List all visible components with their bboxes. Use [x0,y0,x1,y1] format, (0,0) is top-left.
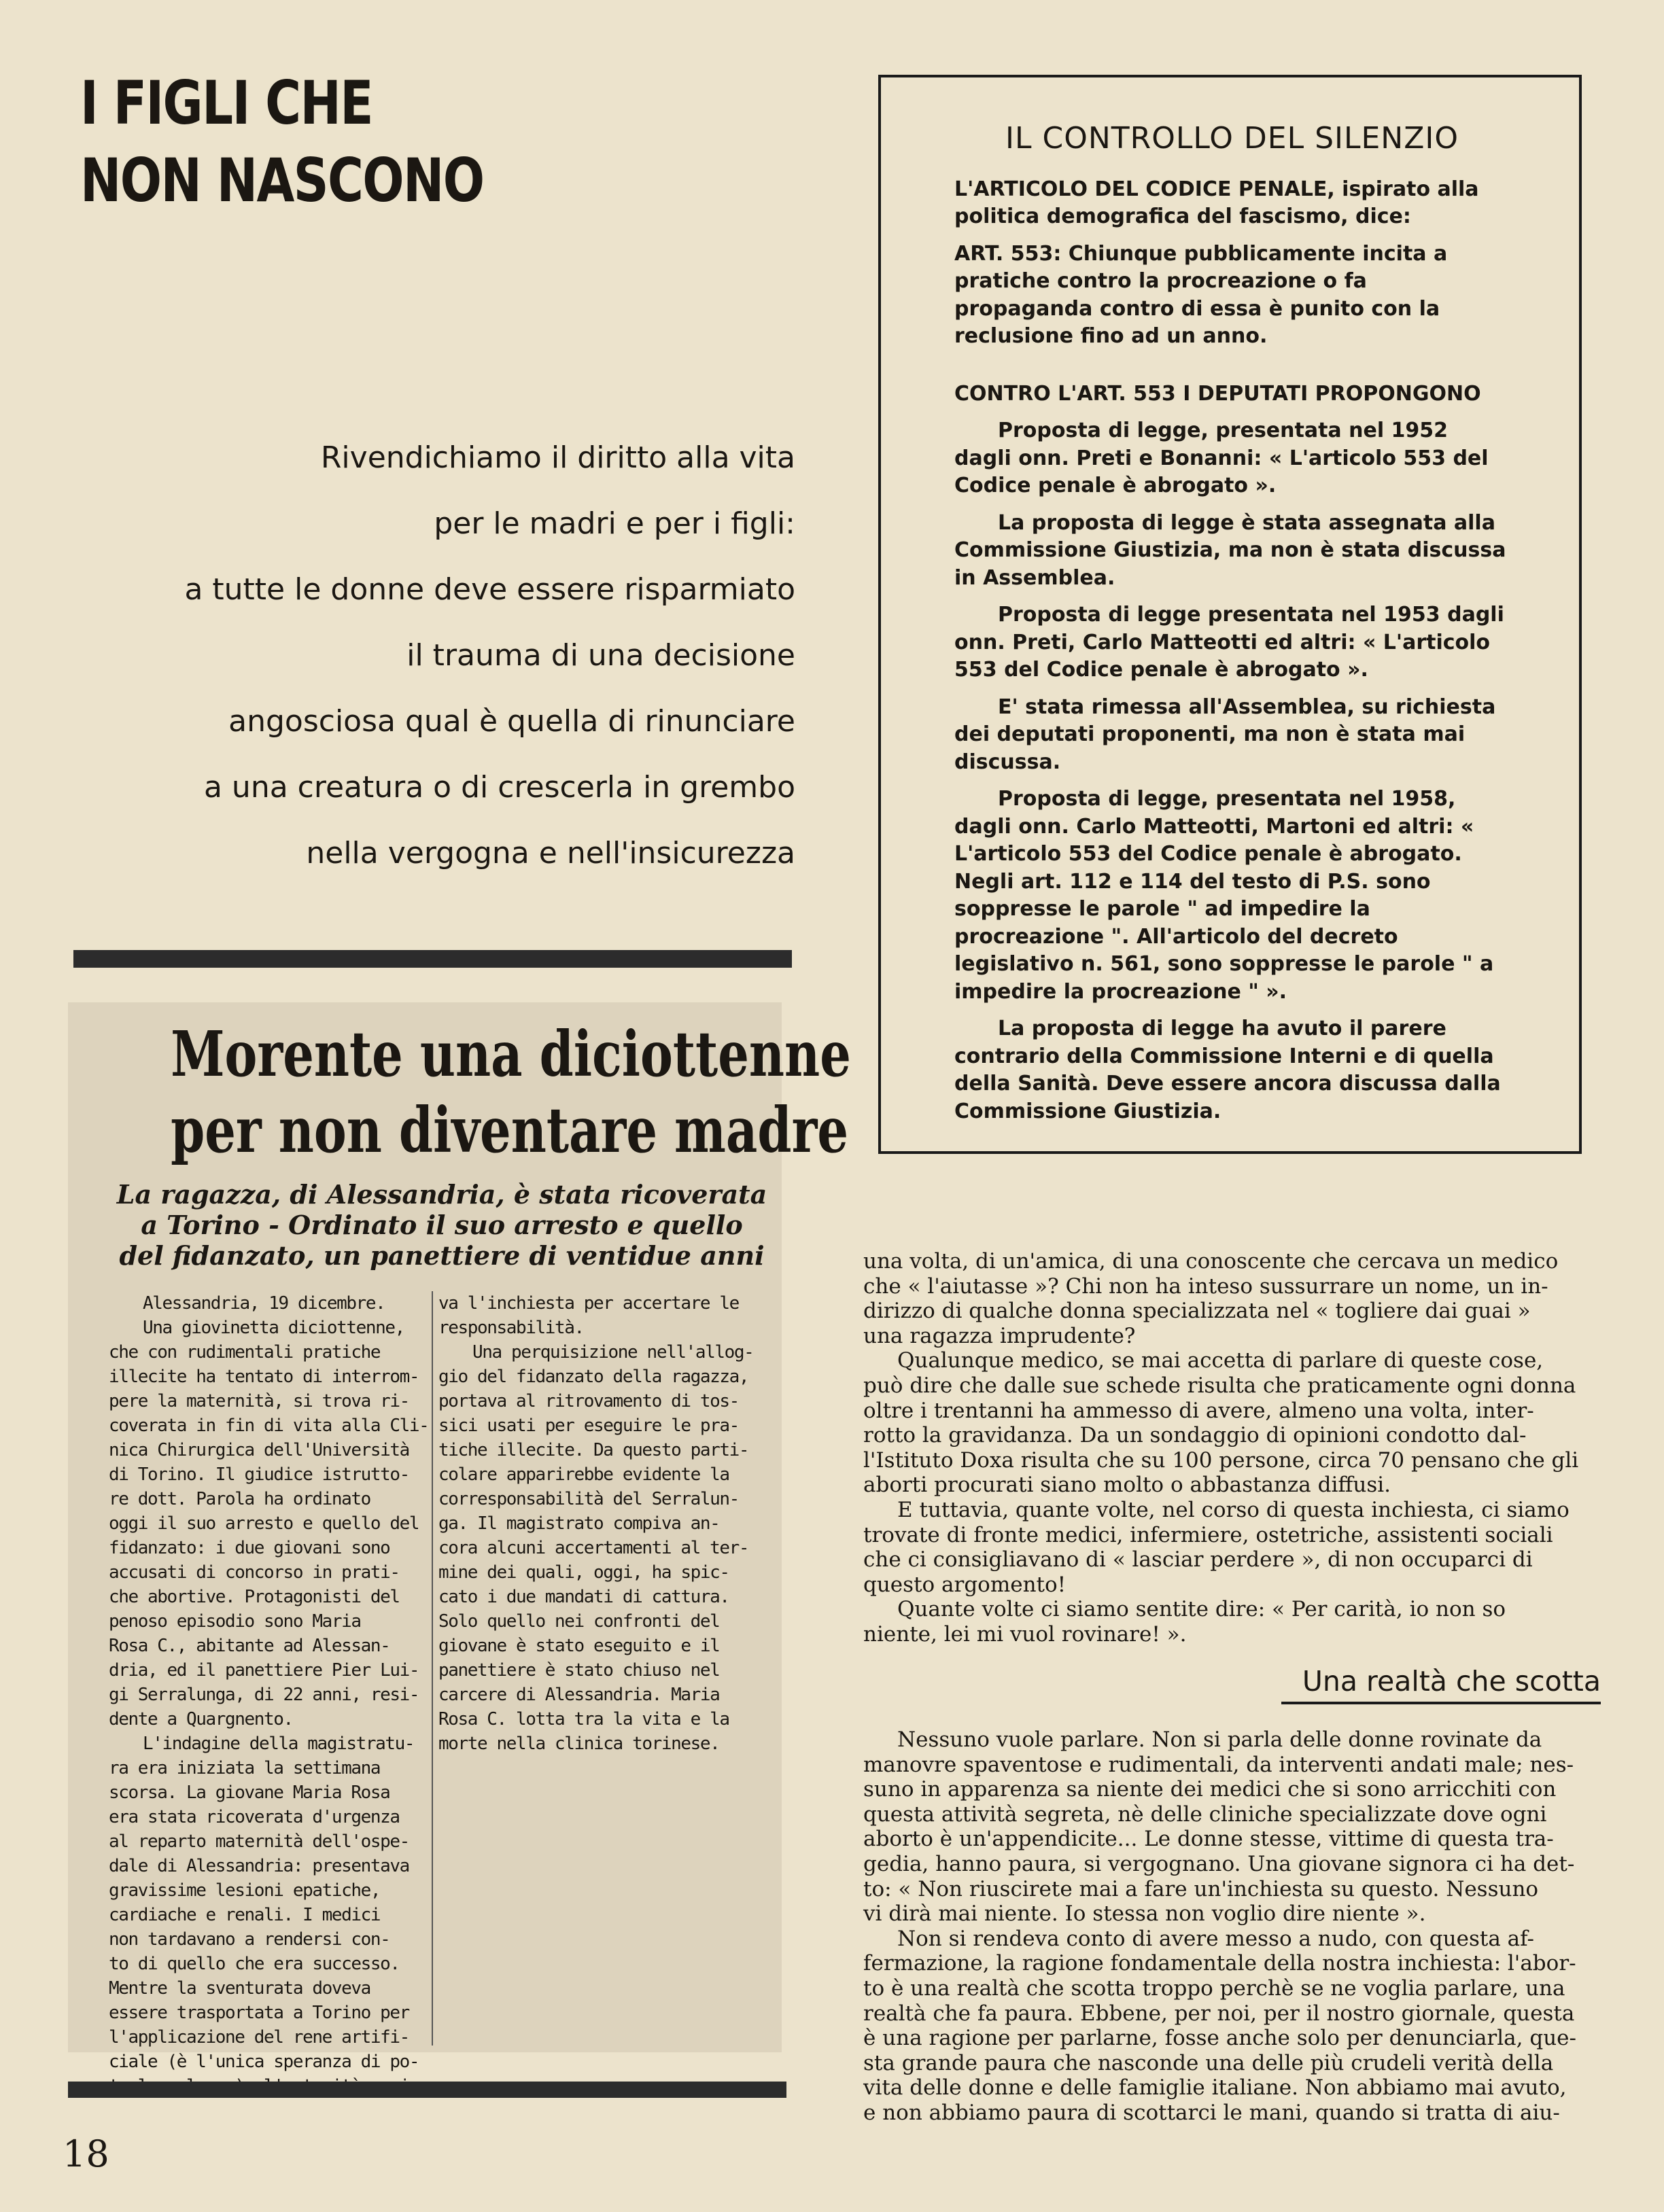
clipping-line: penoso episodio sono Maria [109,1611,361,1632]
quote-line: Rivendichiamo il diritto alla vita [320,440,795,475]
body-line: rotto la gravidanza. Da un sondaggio di opinioni condotto dal- [863,1423,1527,1448]
clipping-line: era stata ricoverata d'urgenza [109,1807,400,1827]
body-line: Non si rendeva conto di avere messo a nudo, con questa af- [897,1926,1534,1951]
clipping-line: essere trasportata a Torino per [109,2003,409,2023]
sidebar-paragraph: E' stata rimessa all'Assemblea, su richiesta dei deputati proponenti, ma non è stata mai discussa. [954,695,1496,774]
body-line: to: « Non riuscirete mai a fare un'inchiesta su questo. Nessuno [863,1876,1539,1901]
sidebar-paragraph: La proposta di legge ha avuto il parere contrario della Commissione Interni e di quella della Sanità. Deve essere ancora discussa dalla Commissione Giustizia. [954,1017,1501,1123]
clipping-line: portava al ritrovamento di tos- [438,1391,739,1411]
body-line: trovate di fronte medici, infermiere, ostetriche, assistenti sociali [863,1522,1553,1547]
title-line-2: NON NASCONO [80,145,484,215]
clipping-line: Alessandria, 19 dicembre. [143,1293,385,1314]
body-line: che ci consigliavano di « lasciar perdere », di non occuparci di [863,1547,1533,1573]
quote-line: a una creatura o di crescerla in grembo [203,770,795,805]
sidebar-title: IL CONTROLLO DEL SILENZIO [1005,121,1459,156]
headline-line-2: per non diventare madre [171,1093,849,1167]
quote-line: a tutte le donne deve essere risparmiato [184,572,795,607]
clipping-line: non tardavano a rendersi con- [109,1929,390,1950]
clipping-subheadline [116,1179,768,1271]
clipping-line: Rosa C. lotta tra la vita e la [438,1709,729,1730]
sidebar-box [878,75,1582,1154]
page-number: 18 [63,2132,109,2175]
clipping-line: che abortive. Protagonisti del [109,1587,400,1607]
clipping-line: corresponsabilità del Serralun- [438,1489,739,1509]
subheadline-line: La ragazza, di Alessandria, è stata ricoverata [116,1179,767,1210]
body-line: una ragazza imprudente? [863,1323,1136,1348]
sidebar-paragraph: Proposta di legge, presentata nel 1952 dagli onn. Preti e Bonanni: « L'articolo 553 del Codice penale è abrogato ». [954,419,1489,497]
clipping-line: va l'inchiesta per accertare le [438,1293,739,1314]
clipping-line: l'applicazione del rene artifi- [109,2027,409,2048]
body-line: vi dirà mai niente. Io stessa non voglio dire niente ». [863,1901,1426,1927]
body-line: to è una realtà che scotta troppo perchè se ne voglia parlare, una [863,1976,1565,2001]
body-line: gedia, hanno paura, si vergognano. Una giovane signora ci ha det- [863,1851,1575,1876]
body-line: fermazione, la ragione fondamentale della nostra inchiesta: l'abor- [863,1951,1576,1976]
clipping-line: dria, ed il panettiere Pier Lui- [109,1660,419,1681]
clipping-line: nica Chirurgica dell'Università [109,1440,409,1460]
section-heading: Una realtà che scotta [1281,1665,1601,1704]
body-line: e non abbiamo paura di scottarci le mani, quando si tratta di aiu- [863,2100,1560,2125]
clipping-line: tiche illecite. Da questo parti- [438,1440,749,1460]
quote-line: nella vergogna e nell'insicurezza [306,836,795,871]
clipping-line: cato i due mandati di cattura. [438,1587,729,1607]
subheadline-line: a Torino - Ordinato il suo arresto e quello [141,1210,743,1240]
body-line: suno in apparenza sa niente dei medici che si sono arricchiti con [863,1777,1557,1802]
clipping-line: re dott. Parola ha ordinato [109,1489,370,1509]
body-line: dirizzo di qualche donna specializzata nel « togliere dai guai » [863,1299,1531,1324]
clipping-line: cora alcuni accertamenti al ter- [438,1538,749,1558]
clipping-line: morte nella clinica torinese. [438,1734,720,1754]
clipping-line: mine dei quali, oggi, ha spic- [438,1562,729,1583]
clipping-column-1 [109,1291,449,2099]
body-line: oltre i trentanni ha ammesso di avere, almeno una volta, inter- [863,1398,1534,1423]
body-line: E tuttavia, quante volte, nel corso di questa inchiesta, ci siamo [897,1497,1570,1522]
clipping-line: Una giovinetta diciottenne, [143,1318,404,1338]
divider-bar-top [73,950,792,968]
quote-line: per le madri e per i figli: [434,506,795,541]
body-line: sta grande paura che nasconde una delle più crudeli verità della [863,2050,1554,2075]
body-line: Nessuno vuole parlare. Non si parla delle donne rovinate da [897,1727,1542,1752]
clipping-line: accusati di concorso in prati- [109,1562,400,1583]
clipping-line: coverata in fin di vita alla Cli- [109,1416,429,1436]
clipping-line: gi Serralunga, di 22 anni, resi- [109,1685,419,1705]
clipping-line: pere la maternità, si trova ri- [109,1391,409,1411]
sidebar-paragraph: Proposta di legge, presentata nel 1958, dagli onn. Carlo Matteotti, Martoni ed altri: « L'articolo 553 del Codice penale è abrogato. Negli art. 112 e 114 del testo di P.S. sono soppresse le parole " ad impedire la procreazione ". All'articolo del decreto legislativo n. 561, sono soppresse le parole " a impedire la procreazione " ». [954,787,1494,1004]
clipping-line: to di quello che era successo. [109,1954,400,1974]
body-line: vita delle donne e delle famiglie italiane. Non abbiamo mai avuto, [863,2075,1567,2101]
clipping-line: L'indagine della magistratu- [143,1734,415,1754]
body-line: manovre spaventose e rudimentali, da interventi andati male; nes- [863,1752,1574,1777]
sidebar-paragraph: L'ARTICOLO DEL CODICE PENALE, ispirato alla politica demografica del fascismo, dice: [954,177,1479,228]
clipping-line: al reparto maternità dell'ospe- [109,1831,409,1852]
body-line: Qualunque medico, se mai accetta di parlare di queste cose, [897,1348,1544,1373]
clipping-line: carcere di Alessandria. Maria [438,1685,720,1705]
clipping-line: scorsa. La giovane Maria Rosa [109,1783,390,1803]
clipping-line: che con rudimentali pratiche [109,1342,381,1363]
clipping-line: giovane è stato eseguito e il [438,1636,720,1656]
subheadline-line: del fidanzato, un panettiere di ventidue anni [119,1240,765,1271]
clipping-line: dale di Alessandria: presentava [109,1856,409,1876]
clipping-line: Rosa C., abitante ad Alessan- [109,1636,390,1656]
clipping-line: panettiere è stato chiuso nel [438,1660,720,1681]
sidebar-paragraph: ART. 553: Chiunque pubblicamente incita a pratiche contro la procreazione o fa propaganda contro di essa è punito con la reclusione fino ad un anno. [954,241,1448,348]
clipping-headline [171,1016,851,1168]
body-line: questa attività segreta, nè delle cliniche specializzate dove ogni [863,1802,1547,1827]
clipping-line: dente a Quargnento. [109,1709,293,1730]
clipping-line: ga. Il magistrato compiva an- [438,1513,720,1534]
body-text-lower [863,1727,1604,2126]
body-line: questo argomento! [863,1572,1067,1597]
headline-line-1: Morente una diciottenne [171,1017,851,1091]
clipping-line: gio del fidanzato della ragazza, [438,1367,749,1387]
body-line: è una ragione per parlarne, fosse anche solo per denunciarla, que- [863,2026,1576,2051]
clipping-line: responsabilità. [438,1318,584,1338]
divider-bar-bottom [68,2082,786,2098]
title-line-1: I FIGLI CHE [80,68,372,138]
pull-quote [88,425,795,886]
clipping-column-2 [438,1291,778,1756]
body-line: che « l'aiutasse »? Chi non ha inteso sussurrare un nome, un in- [863,1274,1548,1299]
body-line: Quante volte ci siamo sentite dire: « Per carità, io non so [897,1597,1506,1622]
sidebar-heading: CONTRO L'ART. 553 I DEPUTATI PROPONGONO [954,381,1481,406]
body-line: può dire che dalle sue schede risulta che praticamente ogni donna [863,1373,1576,1398]
clipping-line: cardiache e renali. I medici [109,1905,381,1925]
clipping-line: Una perquisizione nell'allog- [472,1342,754,1363]
clipping-line: fidanzato: i due giovani sono [109,1538,390,1558]
clipping-line: ciale (è l'unica speranza di po- [109,2052,419,2072]
clipping-line: Solo quello nei confronti del [438,1611,720,1632]
newspaper-clipping [68,1002,851,2072]
body-line: una volta, di un'amica, di una conoscente che cercava un medico [863,1249,1559,1274]
body-line: aborti procurati siano molto o abbastanza diffusi. [863,1473,1391,1498]
clipping-line: oggi il suo arresto e quello del [109,1513,419,1534]
body-line: l'Istituto Doxa risulta che su 100 persone, circa 70 pensano che gli [863,1447,1579,1473]
clipping-line: Mentre la sventurata doveva [109,1978,370,1999]
article-title [80,65,484,220]
body-line: realtà che fa paura. Ebbene, per noi, per il nostro giornale, questa [863,2001,1575,2026]
body-line: niente, lei mi vuol rovinare! ». [863,1621,1187,1647]
sidebar-paragraph: La proposta di legge è stata assegnata alla Commissione Giustizia, ma non è stata discussa in Assemblea. [954,510,1506,590]
clipping-line: illecite ha tentato di interrom- [109,1367,419,1387]
quote-line: angosciosa qual è quella di rinunciare [228,704,795,739]
sidebar-paragraph: Proposta di legge presentata nel 1953 dagli onn. Preti, Carlo Matteotti ed altri: « L'articolo 553 del Codice penale è abrogato ». [954,603,1504,682]
clipping-line: gravissime lesioni epatiche, [109,1880,381,1901]
body-text-upper [863,1249,1604,1647]
clipping-line: sici usati per eseguire le pra- [438,1416,739,1436]
clipping-line: ra era iniziata la settimana [109,1758,381,1778]
quote-line: il trauma di una decisione [406,638,795,673]
clipping-line: colare apparirebbe evidente la [438,1464,729,1485]
clipping-line: di Torino. Il giudice istrutto- [109,1464,409,1485]
body-line: aborto è un'appendicite... Le donne stesse, vittime di questa tra- [863,1827,1554,1852]
